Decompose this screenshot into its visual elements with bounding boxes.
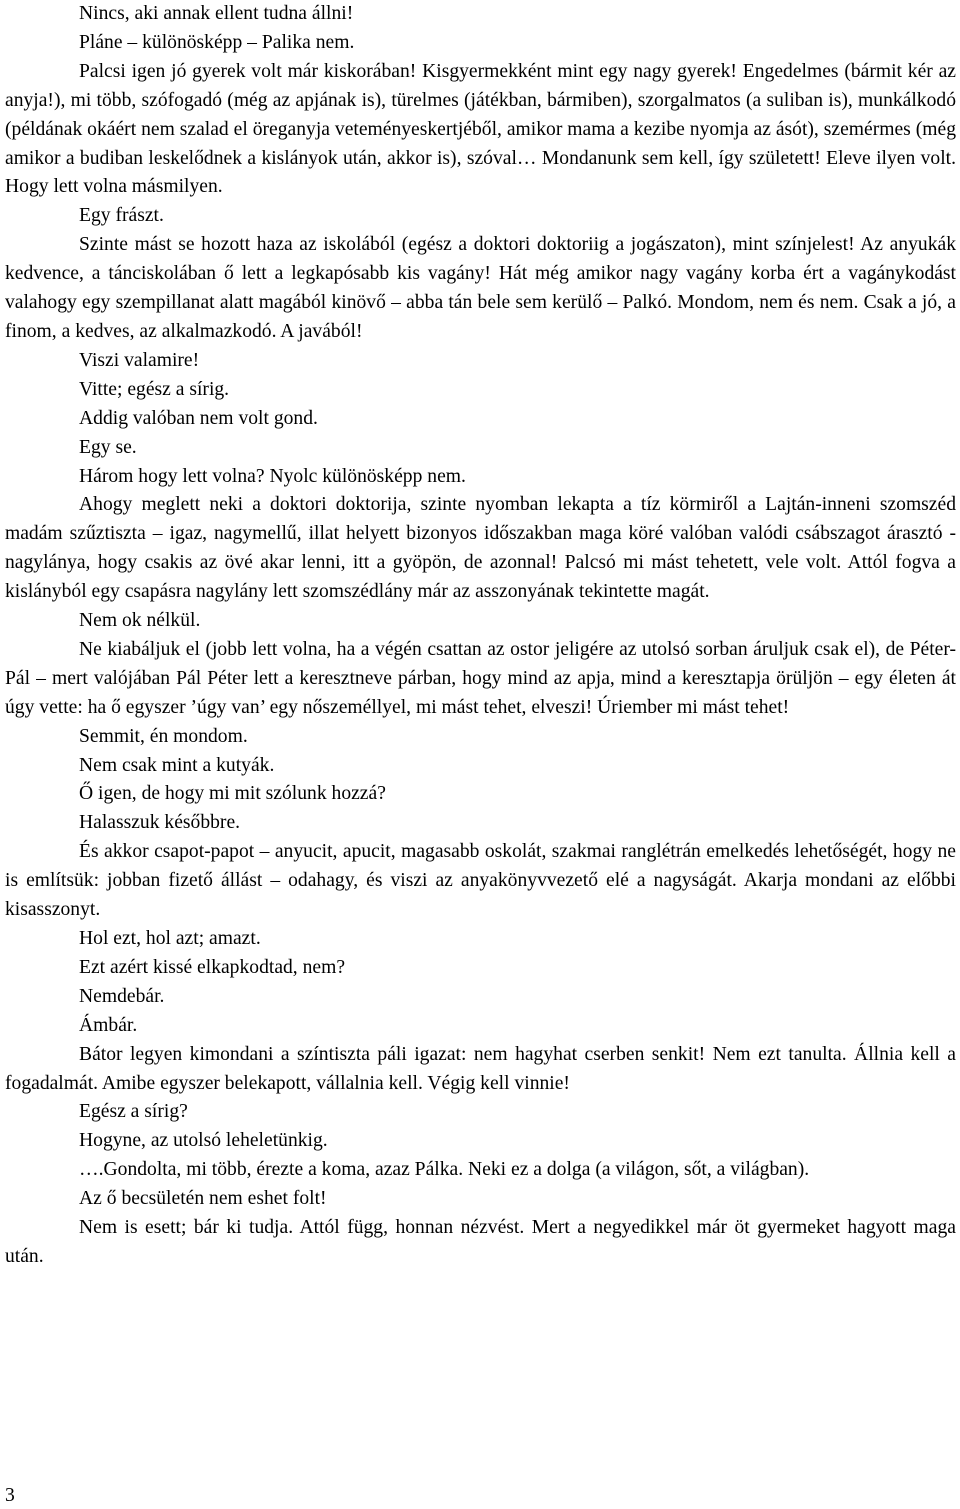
- paragraph: Szinte mást se hozott haza az iskolából (egész a doktori doktoriig a jogászaton), mint színjelest! Az anyukák kedvence, a tánciskolában ő lett a legkapósabb kis vagány! Hát még amikor nagy vagány korba ért a vagánykodást valahogy egy szempillanat alatt magából kinövő – abba tán bele sem kerülő – Palkó. Mondom, nem és nem. Csak a jó, a finom, a kedves, az alkalmazkodó. A javából!: [5, 234, 956, 342]
- paragraph: Viszi valamire!: [79, 349, 200, 371]
- paragraph: Nem is esett; bár ki tudja. Attól függ, honnan nézvést. Mert a negyedikkel már öt gyermeket hagyott maga után.: [5, 1217, 956, 1267]
- paragraph: Pláne – különösképp – Palika nem.: [79, 31, 355, 53]
- paragraph: ….Gondolta, mi több, érezte a koma, azaz Pálka. Neki ez a dolga (a világon, sőt, a világban).: [79, 1159, 810, 1181]
- body-text: [5, 0, 956, 1272]
- paragraph: Vitte; egész a sírig.: [79, 378, 230, 400]
- paragraph: Egy frászt.: [79, 205, 164, 227]
- paragraph: Három hogy lett volna? Nyolc különösképp nem.: [79, 465, 466, 487]
- paragraph: Egy se.: [79, 436, 137, 458]
- paragraph: Semmit, én mondom.: [79, 725, 248, 747]
- paragraph: Az ő becsületén nem eshet folt!: [79, 1188, 327, 1210]
- paragraph: Ne kiabáljuk el (jobb lett volna, ha a végén csattan az ostor jeligére az utolsó sorban áruljuk csak el), de Péter-Pál – mert valójában Pál Péter lett a keresztneve párban, hogy mind az apja, mind a keresztapja örüljön – egy életen át úgy vette: ha ő egyszer ’úgy van’ egy nőszeméllyel, mi mást tehet, elveszi! Úriember mi mást tehet!: [5, 638, 956, 718]
- paragraph: Halasszuk későbbre.: [79, 812, 241, 834]
- paragraph: Nem csak mint a kutyák.: [79, 754, 275, 776]
- paragraph: Addig valóban nem volt gond.: [79, 407, 318, 429]
- paragraph: Nemdebár.: [79, 985, 165, 1007]
- page-number: 3: [5, 1485, 15, 1506]
- paragraph: Hogyne, az utolsó leheletünkig.: [79, 1130, 328, 1152]
- paragraph: Bátor legyen kimondani a színtiszta páli igazat: nem hagyhat cserben senkit! Nem ezt tanulta. Állnia kell a fogadalmát. Amibe egyszer belekapott, vállalnia kell. Végig kell vinnie!: [5, 1043, 956, 1094]
- paragraph: Hol ezt, hol azt; amazt.: [79, 928, 261, 949]
- paragraph: Nincs, aki annak ellent tudna állni!: [79, 3, 354, 24]
- paragraph: Ő igen, de hogy mi mit szólunk hozzá?: [79, 783, 386, 805]
- paragraph: Nem ok nélkül.: [79, 610, 201, 632]
- paragraph: Ámbár.: [79, 1014, 138, 1036]
- paragraph: Ahogy meglett neki a doktori doktorija, szinte nyomban lekapta a tíz körmiről a Lajtán-inneni szomszéd madám szűztiszta – igaz, nagymellű, illat helyett bizonyos időszakban maga köré valóban valódi csábszagot árasztó - nagylánya, hogy csakis az övé akar lenni, itt a gyöpön, de azonnal! Palcsó mi mást tehetett, vele volt. Attól fogva a kislányból egy csapásra nagylány lett szomszédlány már az asszonyának tekintette magát.: [5, 494, 956, 603]
- paragraph: Palcsi igen jó gyerek volt már kiskorában! Kisgyermekként mint egy nagy gyerek! Engedelmes (bármit kér az anyja!), mi több, szófogadó (még az apjának is), türelmes (játékban, bármiben), szorgalmatos (a suliban is), munkálkodó (példának okáért nem szalad el öreganyja veteményeskertjéből, amikor mama a kezibe nyomja az ásót), szemérmes (még amikor a budiban leskelődnek a kislányok után, akkor is), szóval… Mondanunk sem kell, így született! Eleve ilyen volt. Hogy lett volna másmilyen.: [5, 60, 956, 198]
- paragraph: Ezt azért kissé elkapkodtad, nem?: [79, 956, 346, 978]
- paragraph: És akkor csapot-papot – anyucit, apucit, magasabb oskolát, szakmai ranglétrán emelkedés lehetőségét, hogy ne is említsük: jobban fizető állást – odahagy, és viszi az anyakönyvvezető elé a nagyságát. Akarja mondani az előbbi kisasszonyt.: [5, 841, 956, 921]
- paragraph: Egész a sírig?: [79, 1101, 188, 1123]
